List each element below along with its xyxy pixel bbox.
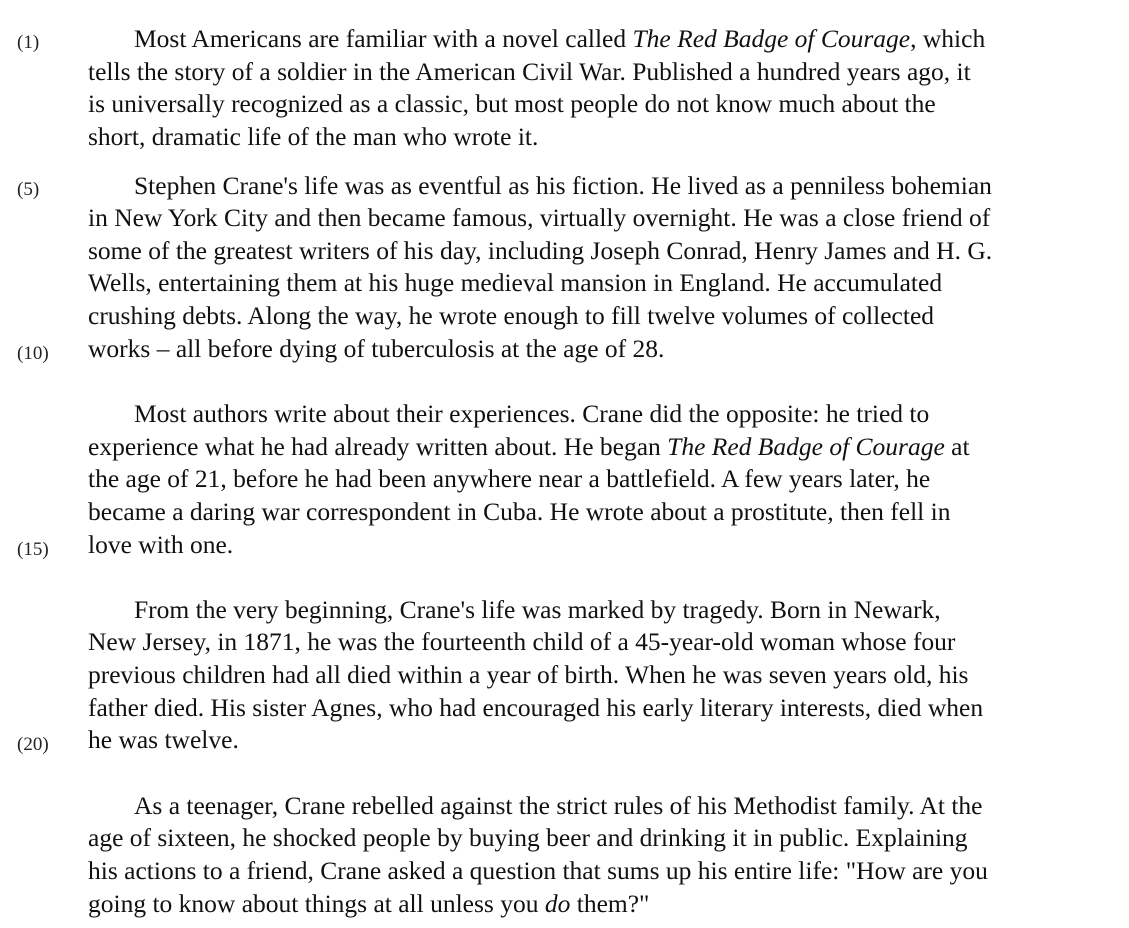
passage-line	[88, 888, 649, 920]
passage-line: crushing debts. Along the way, he wrote enough to fill twelve volumes of collected	[88, 301, 935, 330]
line-text: going to know about things at all unless you	[88, 889, 545, 918]
book-title: The Red Badge of Courage	[632, 24, 911, 53]
line-number-5: (5)	[17, 179, 40, 200]
passage-line: the age of 21, before he had been anywhere near a battlefield. A few years later, he	[88, 464, 931, 493]
line-text: them?"	[570, 889, 650, 918]
passage-line: short, dramatic life of the man who wrote it.	[88, 122, 539, 151]
line-text: at	[944, 432, 970, 461]
passage-line: As a teenager, Crane rebelled against the strict rules of his Methodist family. At the	[134, 791, 983, 820]
emphasis: do	[544, 889, 571, 918]
passage-line: previous children had all died within a year of birth. When he was seven years old, his	[88, 660, 969, 689]
book-title: The Red Badge of Courage	[667, 432, 945, 461]
line-text: Most Americans are familiar with a novel called	[134, 24, 633, 53]
passage-line: became a daring war correspondent in Cuba. He wrote about a prostitute, then fell in	[88, 497, 951, 526]
passage-line: some of the greatest writers of his day, including Joseph Conrad, Henry James and H. G.	[88, 236, 993, 265]
passage-line: New Jersey, in 1871, he was the fourteenth child of a 45-year-old woman whose four	[88, 627, 956, 656]
line-number-20: (20)	[17, 734, 49, 755]
line-number-10: (10)	[17, 343, 49, 364]
passage-line: in New York City and then became famous, virtually overnight. He was a close friend of	[88, 203, 991, 232]
passage-line: Stephen Crane's life was as eventful as his fiction. He lived as a penniless bohemian	[134, 171, 992, 200]
passage-line: Wells, entertaining them at his huge medieval mansion in England. He accumulated	[88, 268, 943, 297]
passage-line: he was twelve.	[88, 725, 239, 754]
passage-line: his actions to a friend, Crane asked a question that sums up his entire life: "How are you	[88, 856, 988, 885]
passage-line: is universally recognized as a classic, but most people do not know much about the	[88, 89, 936, 118]
passage-line	[134, 23, 985, 55]
line-number-15: (15)	[17, 539, 49, 560]
line-number-1: (1)	[17, 32, 40, 53]
passage-line: Most authors write about their experiences. Crane did the opposite: he tried to	[134, 399, 930, 428]
line-text: , which	[910, 24, 986, 53]
passage-line: works – all before dying of tuberculosis at the age of 28.	[88, 334, 665, 363]
passage-line: From the very beginning, Crane's life was marked by tragedy. Born in Newark,	[134, 595, 941, 624]
passage-line: tells the story of a soldier in the American Civil War. Published a hundred years ago, it	[88, 57, 971, 86]
passage-line: father died. His sister Agnes, who had encouraged his early literary interests, died when	[88, 693, 984, 722]
passage-line	[88, 431, 970, 463]
passage-line: age of sixteen, he shocked people by buying beer and drinking it in public. Explaining	[88, 823, 968, 852]
passage-line: love with one.	[88, 530, 234, 559]
line-text: experience what he had already written about. He began	[88, 432, 668, 461]
